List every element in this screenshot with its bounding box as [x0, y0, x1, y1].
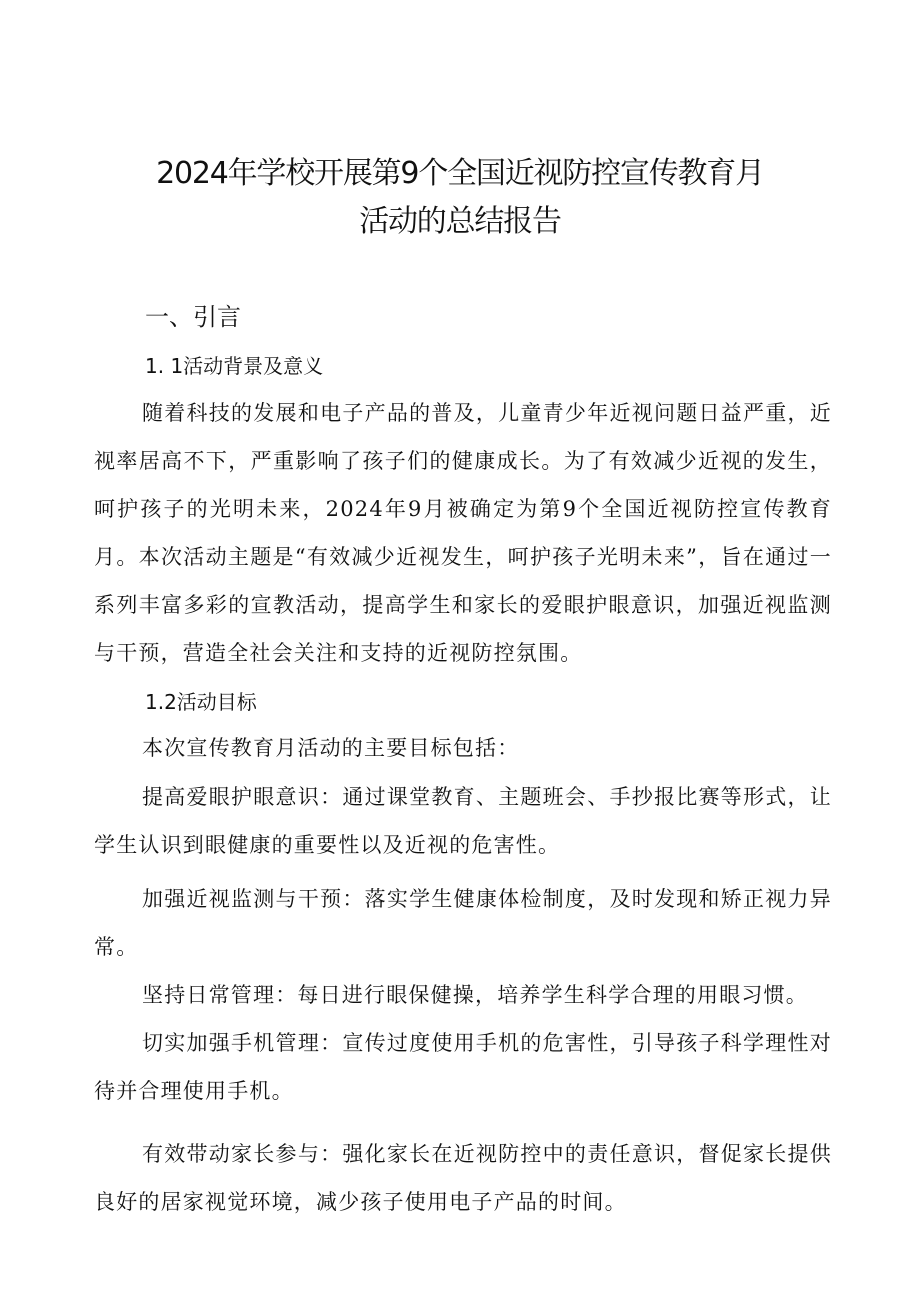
paragraph-background: 随着科技的发展和电子产品的普及，儿童青少年近视问题日益严重，近视率居高不下，严重影响了孩子们的健康成长。为了有效减少近视的发生，呵护孩子的光明未来，2024年9月被确定为第9个全国近视防控宣传教育月。本次活动主题是“有效减少近视发生，呵护孩子光明未来”，旨在通过一系列丰富多彩的宣教活动，提高学生和家长的爱眼护眼意识，加强近视监测与干预，营造全社会关注和支持的近视防控氛围。 — [94, 401, 832, 665]
document-title-line-2: 活动的总结报告 — [359, 204, 561, 239]
goal-paragraph: 加强近视监测与干预：落实学生健康体检制度，及时发现和矫正视力异常。 — [94, 887, 832, 959]
subsection-heading-goals: 1.2活动目标 — [145, 690, 257, 714]
goal-paragraph: 坚持日常管理：每日进行眼保健操，培养学生科学合理的用眼习惯。 — [142, 983, 808, 1007]
paragraph-goals-intro: 本次宣传教育月活动的主要目标包括： — [142, 736, 520, 760]
goal-paragraph: 有效带动家长参与：强化家长在近视防控中的责任意识，督促家长提供良好的居家视觉环境，减少孩子使用电子产品的时间。 — [94, 1142, 832, 1214]
subsection-heading-background: 1. 1活动背景及意义 — [145, 354, 324, 378]
goal-paragraph: 切实加强手机管理：宣传过度使用手机的危害性，引导孩子科学理性对待并合理使用手机。 — [94, 1031, 832, 1103]
goal-paragraph: 提高爱眼护眼意识：通过课堂教育、主题班会、手抄报比赛等形式，让学生认识到眼健康的重要性以及近视的危害性。 — [94, 785, 832, 857]
document-title-line-1: 2024年学校开展第9个全国近视防控宣传教育月 — [156, 156, 764, 191]
section-heading-introduction: 一、引言 — [145, 303, 241, 331]
